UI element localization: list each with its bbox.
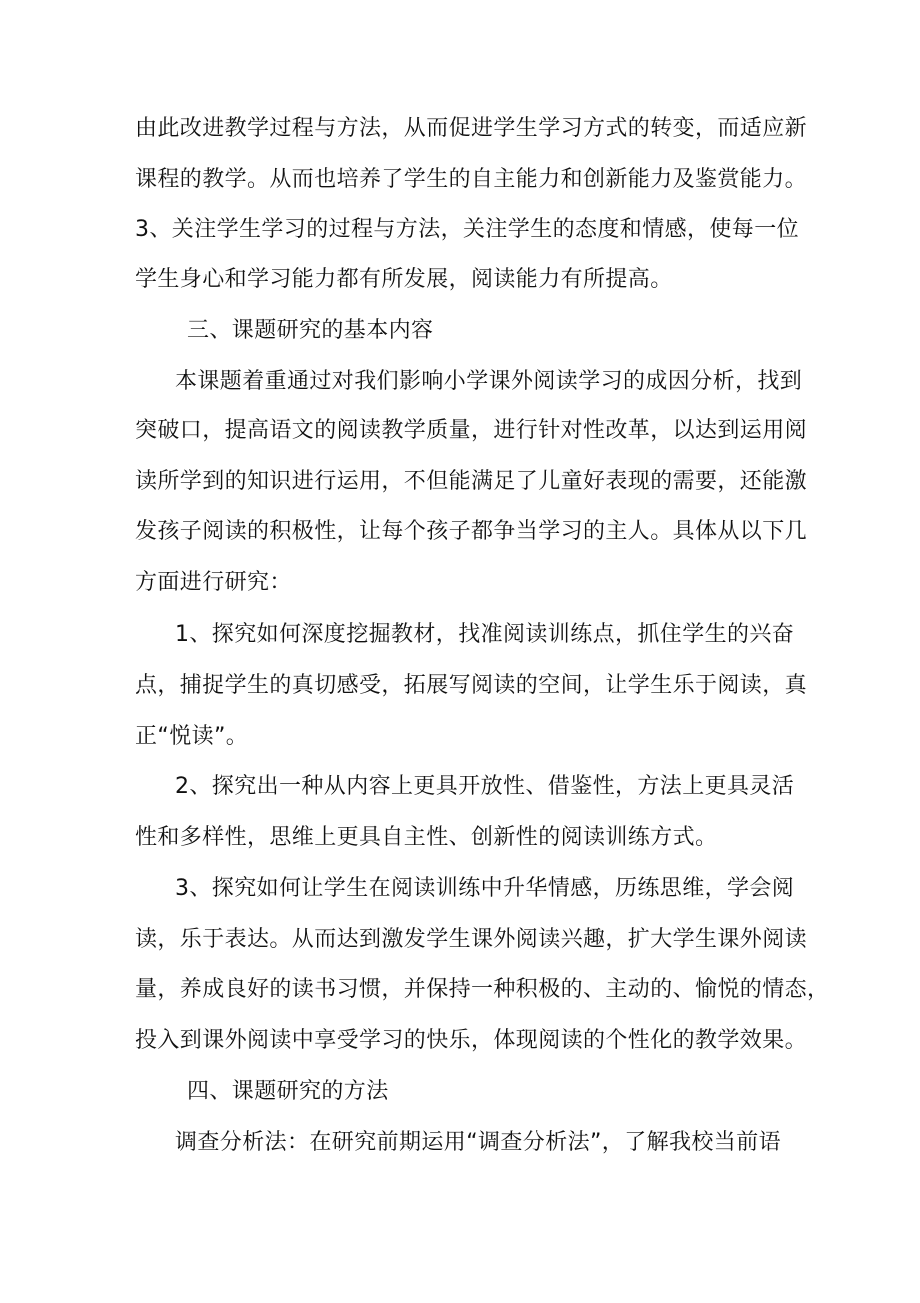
text-line: 2、探究出一种从内容上更具开放性、借鉴性，方法上更具灵活 <box>175 774 795 799</box>
text-line: 读所学到的知识进行运用，不但能满足了儿童好表现的需要，还能激 <box>135 469 808 494</box>
text-line: 点，捕捉学生的真切感受，拓展写阅读的空间，让学生乐于阅读，真 <box>135 673 808 698</box>
text-line: 正“悦读”。 <box>135 724 249 749</box>
text-line: 1、探究如何深度挖掘教材，找准阅读训练点，抓住学生的兴奋 <box>175 622 795 647</box>
text-line: 突破口，提高语文的阅读教学质量，进行针对性改革，以达到运用阅 <box>135 418 808 443</box>
text-line: 3、探究如何让学生在阅读训练中升华情感，历练思维，学会阅 <box>175 876 795 901</box>
text-line: 投入到课外阅读中享受学习的快乐，体现阅读的个性化的教学效果。 <box>135 1028 808 1053</box>
text-line: 调查分析法：在研究前期运用“调查分析法”，了解我校当前语 <box>175 1130 781 1155</box>
text-line: 发孩子阅读的积极性，让每个孩子都争当学习的主人。具体从以下几 <box>135 519 808 544</box>
text-line: 性和多样性，思维上更具自主性、创新性的阅读训练方式。 <box>135 825 718 850</box>
text-line: 课程的教学。从而也培养了学生的自主能力和创新能力及鉴赏能力。 <box>135 167 808 192</box>
text-line: 方面进行研究： <box>135 570 292 595</box>
text-line: 本课题着重通过对我们影响小学课外阅读学习的成因分析，找到 <box>175 369 803 394</box>
text-line: 由此改进教学过程与方法，从而促进学生学习方式的转变，而适应新 <box>135 116 808 141</box>
text-line: 量，养成良好的读书习惯，并保持一种积极的、主动的、愉悦的情态， <box>135 977 830 1002</box>
text-line: 3、关注学生学习的过程与方法，关注学生的态度和情感，使每一位 <box>135 217 799 242</box>
text-line: 读，乐于表达。从而达到激发学生课外阅读兴趣，扩大学生课外阅读 <box>135 927 808 952</box>
section-heading: 四、课题研究的方法 <box>187 1079 389 1104</box>
section-heading: 三、课题研究的基本内容 <box>187 318 434 343</box>
text-line: 学生身心和学习能力都有所发展，阅读能力有所提高。 <box>135 267 673 292</box>
